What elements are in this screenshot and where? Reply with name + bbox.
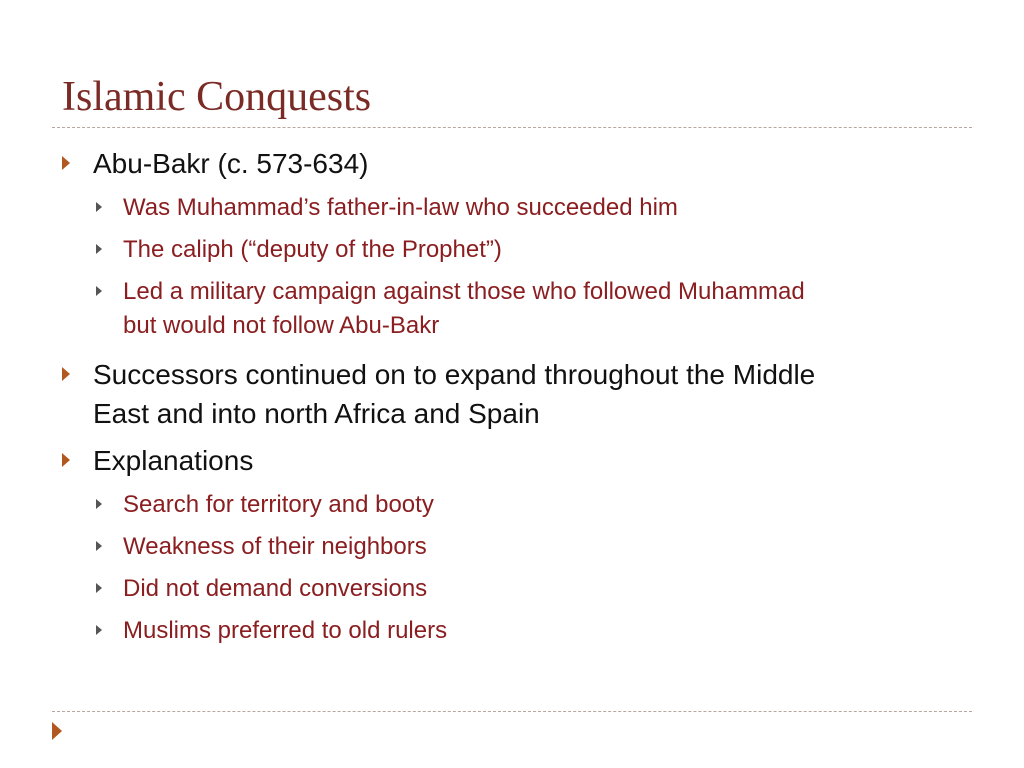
sub-bullet-text: Muslims preferred to old rulers — [123, 617, 448, 644]
sub-bullet-text: Weakness of their neighbors — [123, 533, 427, 560]
sub-bullet — [62, 530, 922, 564]
sub-bullet-text: The caliph (“deputy of the Prophet”) — [123, 236, 502, 263]
bullet-abu-bakr — [62, 144, 922, 183]
bullet-triangle-icon — [62, 367, 70, 381]
sub-bullet — [62, 614, 922, 648]
sub-bullet-triangle-icon — [96, 286, 102, 296]
sub-bullet-text: Search for territory and booty — [123, 491, 434, 518]
sub-bullet — [62, 572, 922, 606]
sub-bullet-triangle-icon — [96, 202, 102, 212]
play-arrow-icon[interactable] — [52, 722, 62, 740]
sub-bullet — [62, 488, 922, 522]
bullet-text: Explanations — [93, 445, 254, 476]
slide-content — [62, 144, 922, 648]
bullet-successors — [62, 355, 873, 433]
sub-bullet — [62, 191, 922, 225]
sub-bullet-text: Did not demand conversions — [123, 575, 428, 602]
footer-divider — [52, 711, 972, 712]
bullet-text: Abu-Bakr (c. 573-634) — [93, 148, 369, 179]
sub-bullet-triangle-icon — [96, 625, 102, 635]
bullet-text: Successors continued on to expand throughout the Middle East and into north Africa and Spain — [93, 359, 816, 429]
bullet-triangle-icon — [62, 453, 70, 467]
sub-bullet-triangle-icon — [96, 583, 102, 593]
bullet-triangle-icon — [62, 156, 70, 170]
title-divider — [52, 127, 972, 128]
sub-bullet — [62, 233, 922, 267]
slide-title: Islamic Conquests — [62, 74, 372, 120]
sub-bullet-triangle-icon — [96, 541, 102, 551]
sub-bullet-triangle-icon — [96, 499, 102, 509]
sub-bullet-triangle-icon — [96, 244, 102, 254]
sub-bullet-text: Was Muhammad’s father-in-law who succeeded him — [123, 194, 678, 221]
sub-bullet-text: Led a military campaign against those who followed Muhammad but would not follow Abu-Bakr — [123, 278, 805, 339]
bullet-explanations — [62, 441, 922, 480]
sub-bullet — [62, 275, 823, 343]
